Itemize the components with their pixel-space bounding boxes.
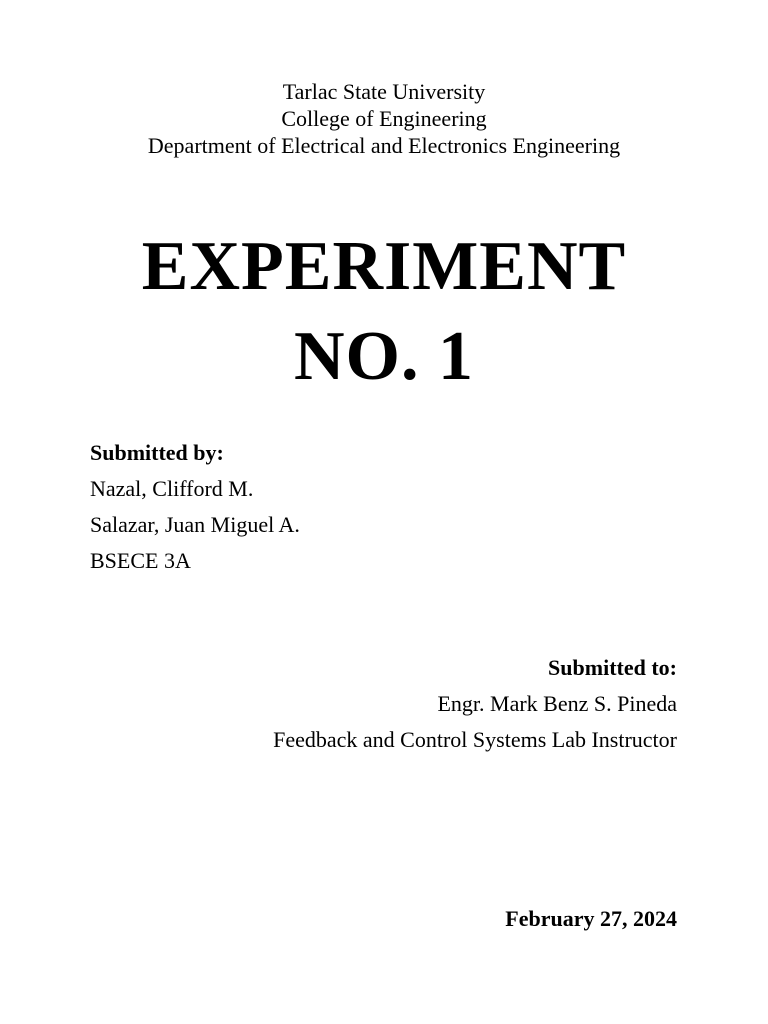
submitter-name-2: Salazar, Juan Miguel A. — [90, 512, 300, 537]
submitted-to-label: Submitted to: — [548, 655, 677, 680]
instructor-name: Engr. Mark Benz S. Pineda — [437, 691, 677, 716]
submitted-by-label: Submitted by: — [90, 440, 224, 465]
instructor-role: Feedback and Control Systems Lab Instructor — [273, 727, 677, 752]
university-name: Tarlac State University — [282, 79, 486, 104]
submitted-to-section — [273, 655, 677, 763]
department-name: Department of Electrical and Electronics Engineering — [147, 133, 621, 158]
submitter-name-1: Nazal, Clifford M. — [90, 476, 254, 501]
submitted-by-section — [90, 440, 300, 584]
document-title — [0, 222, 768, 402]
institution-header — [0, 78, 768, 159]
submission-date: February 27, 2024 — [505, 906, 677, 931]
college-name: College of Engineering — [281, 106, 487, 131]
title-line-2: NO. 1 — [294, 318, 474, 395]
title-line-1: EXPERIMENT — [141, 228, 627, 305]
submitter-section: BSECE 3A — [90, 548, 191, 573]
